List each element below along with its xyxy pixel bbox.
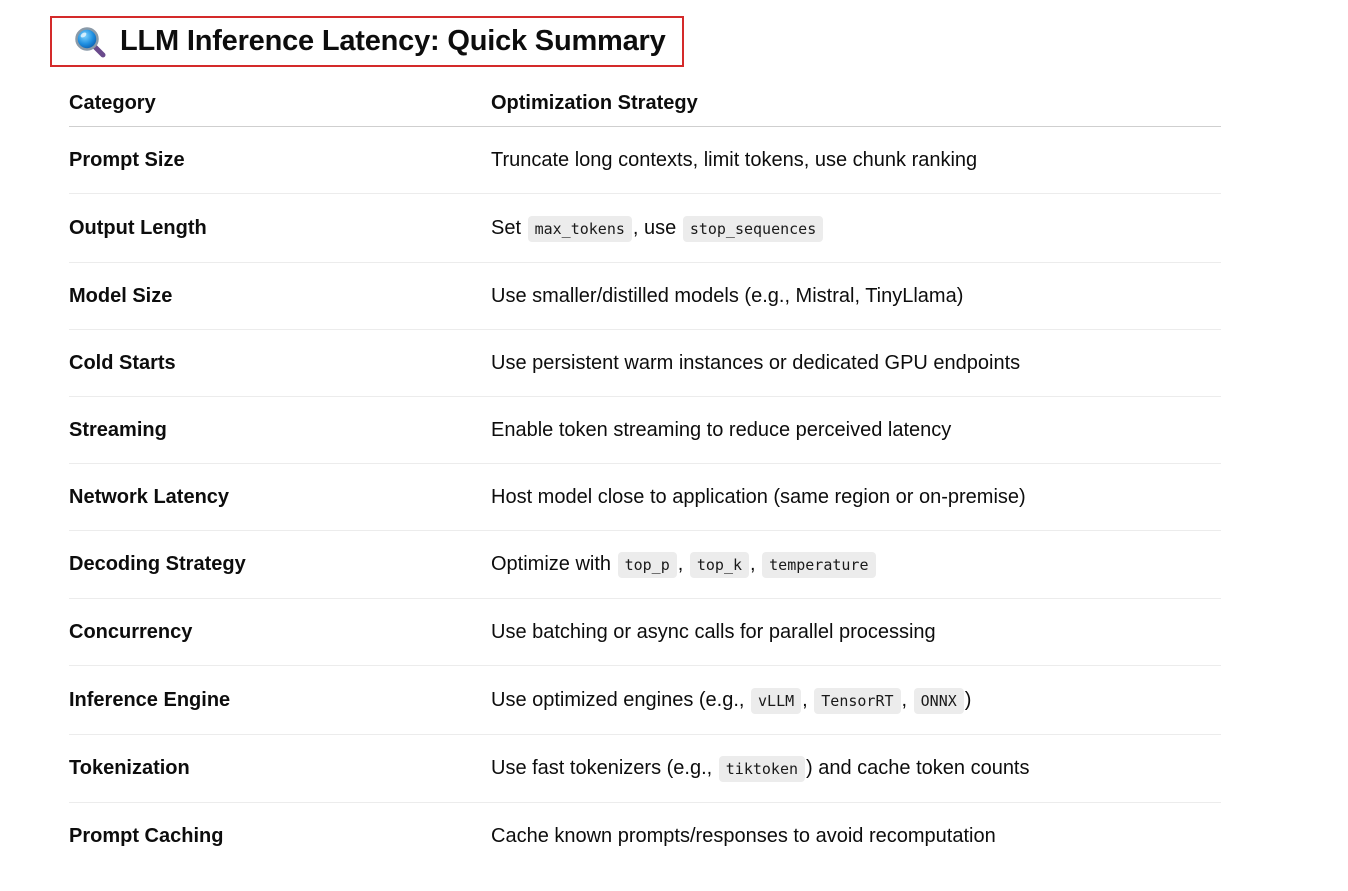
table-row xyxy=(69,263,1221,330)
strategy-cell xyxy=(491,666,1221,735)
strategy-text: Use batching or async calls for parallel processing xyxy=(491,620,936,643)
summary-table xyxy=(69,80,1221,871)
strategy-text: Optimize with xyxy=(491,553,617,575)
strategy-text: , xyxy=(802,688,814,711)
strategy-cell xyxy=(491,464,1221,531)
table-header-row xyxy=(69,80,1221,127)
table-body xyxy=(69,127,1221,871)
category-cell: Inference Engine xyxy=(69,666,491,735)
table-row xyxy=(69,397,1221,464)
title-box xyxy=(50,16,684,67)
header-strategy: Optimization Strategy xyxy=(491,80,1221,127)
category-cell: Concurrency xyxy=(69,599,491,666)
strategy-text: ) xyxy=(964,688,972,711)
table-row xyxy=(69,194,1221,263)
category-cell: Decoding Strategy xyxy=(69,531,491,599)
strategy-text: Use smaller/distilled models (e.g., Mistral, TinyLlama) xyxy=(491,284,964,307)
inline-code: vLLM xyxy=(751,688,801,714)
strategy-text: Set xyxy=(491,216,527,239)
category-cell: Output Length xyxy=(69,194,491,263)
strategy-text: , xyxy=(901,688,913,711)
table-row xyxy=(69,330,1221,397)
strategy-cell xyxy=(491,397,1221,464)
magnifying-glass-icon xyxy=(74,26,106,58)
table-row xyxy=(69,531,1221,599)
category-cell: Model Size xyxy=(69,263,491,330)
strategy-cell xyxy=(491,735,1221,803)
table-row xyxy=(69,464,1221,531)
strategy-cell xyxy=(491,599,1221,666)
table-row xyxy=(69,127,1221,194)
inline-code: top_k xyxy=(690,552,749,578)
strategy-text: Truncate long contexts, limit tokens, use chunk ranking xyxy=(491,148,978,171)
category-cell: Streaming xyxy=(69,397,491,464)
strategy-text: , xyxy=(677,553,689,575)
strategy-text: Use persistent warm instances or dedicated GPU endpoints xyxy=(491,351,1021,374)
category-cell: Network Latency xyxy=(69,464,491,531)
strategy-text: Enable token streaming to reduce perceived latency xyxy=(491,418,952,441)
inline-code: temperature xyxy=(762,552,875,578)
category-cell: Prompt Size xyxy=(69,127,491,194)
inline-code: top_p xyxy=(618,552,677,578)
strategy-cell xyxy=(491,330,1221,397)
inline-code: ONNX xyxy=(914,688,964,714)
table-row xyxy=(69,803,1221,871)
strategy-cell xyxy=(491,194,1221,263)
strategy-cell xyxy=(491,531,1221,599)
strategy-cell xyxy=(491,263,1221,330)
strategy-text: , use xyxy=(632,216,682,239)
inline-code: TensorRT xyxy=(814,688,900,714)
inline-code: tiktoken xyxy=(719,756,805,782)
table-row xyxy=(69,735,1221,803)
category-cell: Prompt Caching xyxy=(69,825,224,848)
strategy-cell xyxy=(491,127,1221,194)
header-category: Category xyxy=(69,80,491,127)
strategy-text: Host model close to application (same region or on-premise) xyxy=(491,485,1026,508)
table-row xyxy=(69,666,1221,735)
category-cell: Cold Starts xyxy=(69,330,491,397)
inline-code: stop_sequences xyxy=(683,216,823,242)
strategy-text: Cache known prompts/responses to avoid recomputation xyxy=(491,825,996,848)
strategy-text: Use optimized engines (e.g., xyxy=(491,688,751,711)
strategy-text: ) and cache token counts xyxy=(806,757,1030,779)
category-cell: Tokenization xyxy=(69,735,491,803)
strategy-text: , xyxy=(750,553,762,575)
inline-code: max_tokens xyxy=(528,216,632,242)
page-title: LLM Inference Latency: Quick Summary xyxy=(120,25,666,57)
strategy-cell xyxy=(491,803,1221,871)
table-row xyxy=(69,599,1221,666)
strategy-text: Use fast tokenizers (e.g., xyxy=(491,757,718,779)
